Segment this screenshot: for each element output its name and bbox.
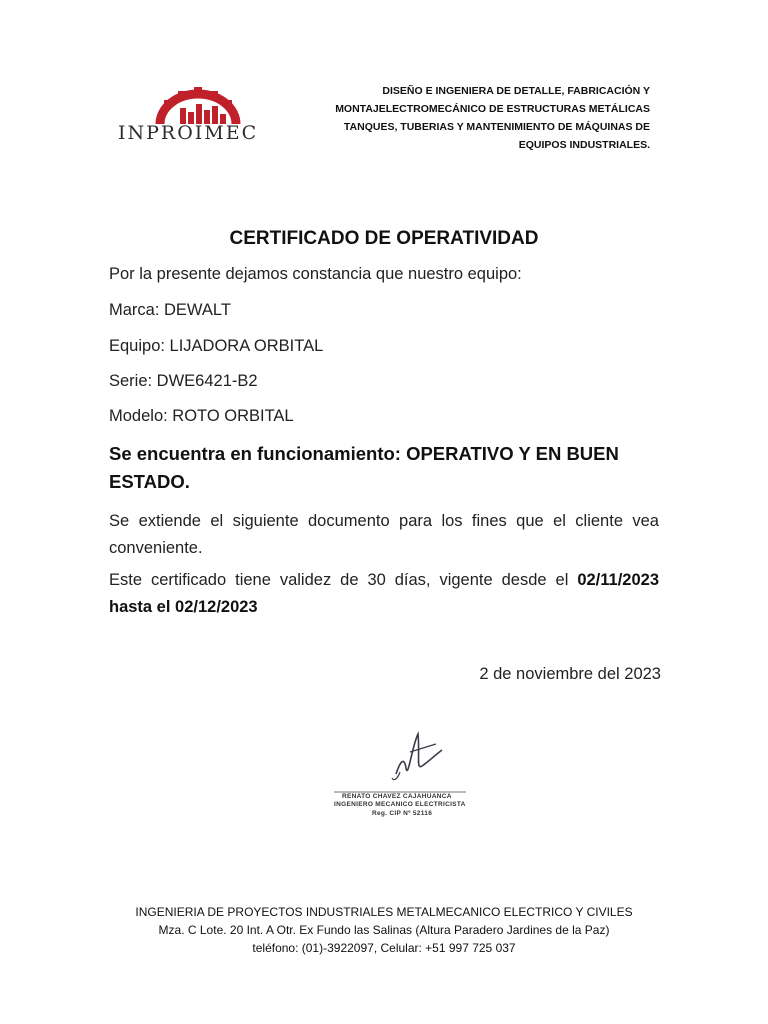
field-marca: Marca: DEWALT	[109, 301, 231, 319]
header-line: EQUIPOS INDUSTRIALES.	[518, 139, 650, 151]
header-line: TANQUES, TUBERIAS Y MANTENIMIENTO DE MÁQUINAS DE	[343, 121, 650, 133]
gear-factory-icon	[112, 86, 282, 126]
document-title: CERTIFICADO DE OPERATIVIDAD	[229, 228, 539, 249]
header-line: DISEÑO E INGENIERA DE DETALLE, FABRICACIÓN Y	[382, 85, 650, 97]
company-description	[322, 82, 650, 154]
company-footer	[0, 903, 768, 957]
footer-line: INGENIERIA DE PROYECTOS INDUSTRIALES METALMECANICO ELECTRICO Y CIVILES	[135, 905, 633, 919]
operational-status: Se encuentra en funcionamiento: OPERATIVO Y EN BUEN ESTADO.	[109, 443, 619, 492]
logo-text: INPROIMEC	[118, 122, 259, 144]
signer-role: INGENIERO MECANICO ELECTRICISTA	[334, 801, 466, 808]
field-equipo: Equipo: LIJADORA ORBITAL	[109, 337, 324, 355]
signer-name: RENATO CHAVEZ CAJAHUANCA	[342, 793, 452, 800]
validity-paragraph	[109, 567, 659, 621]
signer-registration: Reg. CIP Nº 52116	[372, 810, 433, 817]
company-logo	[112, 86, 292, 148]
purpose-paragraph: Se extiende el siguiente documento para los fines que el cliente vea conveniente.	[109, 512, 659, 557]
field-modelo: Modelo: ROTO ORBITAL	[109, 407, 294, 425]
validity-range: 02/11/2023 hasta el 02/12/2023	[109, 571, 659, 616]
footer-line: Mza. C Lote. 20 Int. A Otr. Ex Fundo las Salinas (Altura Paradero Jardines de la Paz)	[158, 923, 610, 937]
validity-text: Este certificado tiene validez de 30 días, vigente desde el	[109, 571, 569, 589]
field-serie: Serie: DWE6421-B2	[109, 372, 258, 390]
header-line: MONTAJELECTROMECÁNICO DE ESTRUCTURAS METÁLICAS	[335, 103, 650, 115]
footer-line: teléfono: (01)-3922097, Celular: +51 997 725 037	[252, 941, 516, 955]
intro-text: Por la presente dejamos constancia que nuestro equipo:	[109, 265, 522, 283]
issue-date: 2 de noviembre del 2023	[479, 665, 661, 683]
